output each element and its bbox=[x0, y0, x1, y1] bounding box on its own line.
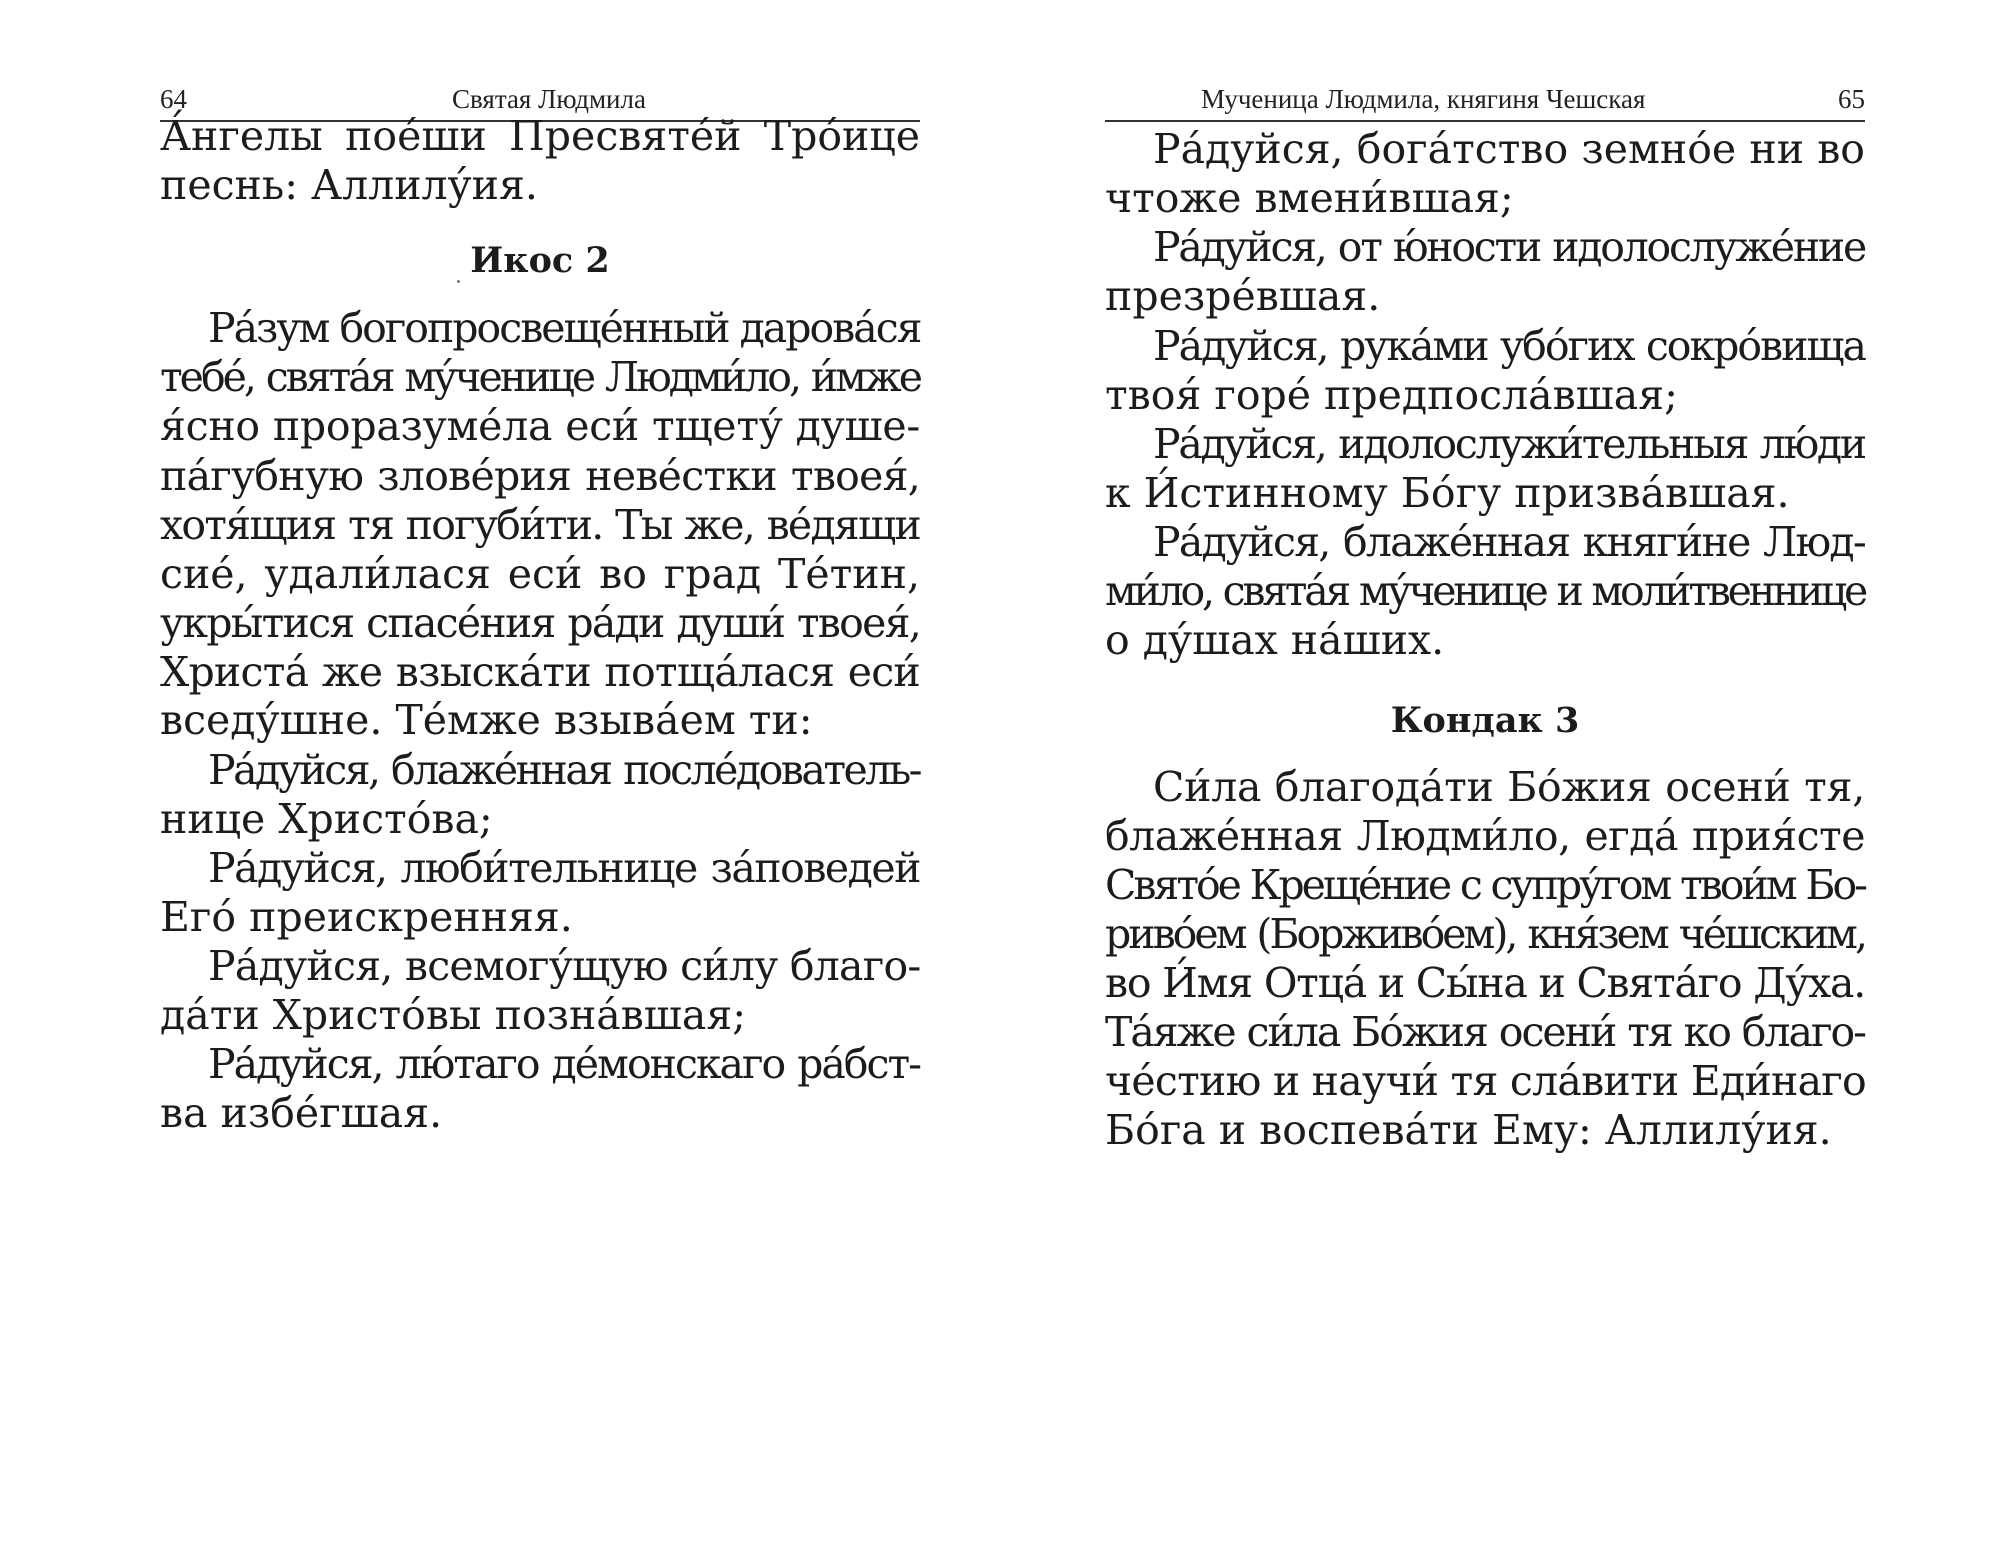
text-line: Ра́дуйся, лю́таго де́монскаго ра́бст- bbox=[208, 1040, 920, 1088]
text-line: ми́ло, свята́я му́ченице и моли́твеннице bbox=[1105, 567, 1865, 615]
text-line: Христа́ же взыска́ти потща́лася еси́ bbox=[160, 648, 920, 696]
text-line: да́ти Христо́вы позна́вшая; bbox=[160, 991, 747, 1039]
text-line: песнь: Аллилу́ия. bbox=[160, 161, 538, 209]
text-line: я́сно проразуме́ла еси́ тщету́ душе- bbox=[160, 402, 920, 450]
text-line: нице Христо́ва; bbox=[160, 795, 493, 843]
text-line: риво́ем (Борживо́ем), кня́зем че́шским, bbox=[1105, 910, 1865, 958]
text-line: к И́стинному Бо́гу призва́вшая. bbox=[1105, 469, 1790, 517]
text-line: блаже́нная Людми́ло, егда́ прия́сте bbox=[1105, 812, 1865, 860]
text-line: презре́вшая. bbox=[1105, 272, 1381, 320]
text-line: хотя́щия тя погуби́ти. Ты же, ве́дящи bbox=[160, 501, 920, 549]
text-line: Ра́дуйся, люби́тельнице за́поведей bbox=[208, 844, 920, 892]
text-line: Си́ла благода́ти Бо́жия осени́ тя, bbox=[1153, 763, 1865, 811]
text-line: Ра́дуйся, бога́тство земно́е ни во bbox=[1153, 125, 1865, 173]
text-line: тебе́, свята́я му́ченице Людми́ло, и́мже bbox=[160, 353, 920, 401]
text-line: па́губную злове́рия неве́стки твоея́, bbox=[160, 452, 920, 500]
text-line: твоя́ горе́ предпосла́вшая; bbox=[1105, 371, 1678, 419]
text-line: А́нгелы пое́ши Пресвяте́й Тро́ице bbox=[160, 112, 920, 160]
text-line: Ра́дуйся, всемогу́щую си́лу благо- bbox=[208, 942, 921, 990]
page-number: 64 bbox=[160, 84, 187, 114]
running-title: Святая Людмила bbox=[452, 84, 646, 114]
text-line: Та́яже си́ла Бо́жия осени́ тя ко благо- bbox=[1105, 1008, 1865, 1056]
text-line: Бо́га и воспева́ти Ему: Аллилу́ия. bbox=[1105, 1106, 1832, 1154]
running-title: Мученица Людмила, княгиня Чешская bbox=[1201, 84, 1646, 114]
text-line: ва избе́гшая. bbox=[160, 1089, 443, 1137]
text-line: укры́тися спасе́ния ра́ди души́ твоея́, bbox=[160, 599, 920, 647]
text-line: Ра́дуйся, блаже́нная после́дователь- bbox=[208, 746, 920, 794]
text-line: Ра́дуйся, идолослужи́тельныя лю́ди bbox=[1153, 420, 1865, 468]
text-line: во И́мя Отца́ и Сы́на и Свята́го Ду́ха. bbox=[1105, 959, 1865, 1007]
text-line: Ра́дуйся, от ю́ности идолослуже́ние bbox=[1153, 223, 1865, 271]
section-heading: Икос 2 bbox=[470, 240, 610, 281]
left-page bbox=[160, 0, 920, 1547]
print-speck bbox=[457, 280, 460, 283]
text-line: Ра́дуйся, рука́ми убо́гих сокро́вища bbox=[1153, 322, 1865, 370]
text-line: Ра́зум богопросвеще́нный дарова́ся bbox=[208, 304, 921, 352]
text-line: вседу́шне. Те́мже взыва́ем ти: bbox=[160, 696, 813, 744]
right-page bbox=[1105, 0, 1865, 1547]
text-line: че́стию и научи́ тя сла́вити Еди́наго bbox=[1105, 1057, 1866, 1105]
page-number: 65 bbox=[1838, 84, 1865, 114]
text-line: сие́, удали́лася еси́ во град Те́тин, bbox=[160, 550, 920, 598]
page-header bbox=[1105, 78, 1865, 122]
section-heading: Кондак 3 bbox=[1390, 700, 1580, 741]
text-line: Свято́е Креще́ние с супру́гом твои́м Бо- bbox=[1105, 861, 1865, 909]
text-line: Его́ преискренняя. bbox=[160, 893, 573, 941]
text-line: о ду́шах на́ших. bbox=[1105, 616, 1445, 664]
text-line: чтоже вмени́вшая; bbox=[1105, 174, 1514, 222]
text-line: Ра́дуйся, блаже́нная княги́не Люд- bbox=[1153, 518, 1865, 566]
